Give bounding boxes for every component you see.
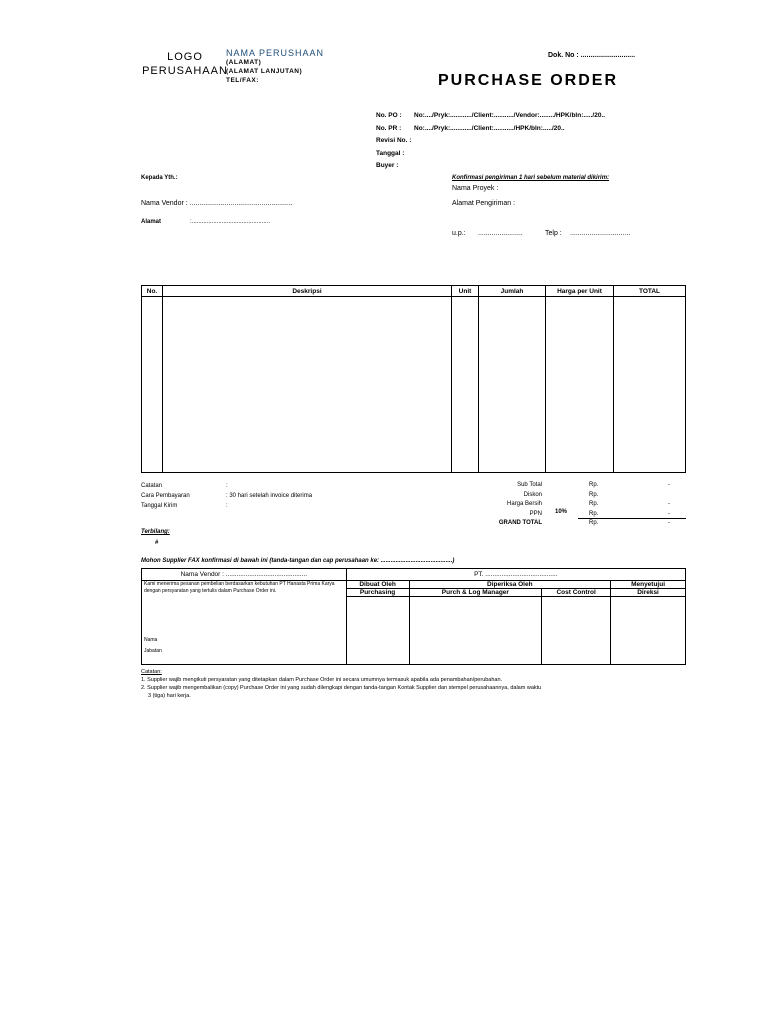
col-deskripsi: Deskripsi xyxy=(163,286,452,297)
sub-total-value: - xyxy=(668,482,670,488)
grand-total-label: GRAND TOTAL xyxy=(498,520,542,526)
pt-cell xyxy=(346,569,685,581)
tanggal-kirim-colon: : xyxy=(226,503,228,509)
document-number: Dok. No : ............................ xyxy=(548,52,636,59)
up-value: ....................... xyxy=(478,230,523,237)
table-header-row xyxy=(142,286,686,297)
vendor-name-cell xyxy=(142,569,347,581)
totals-labels xyxy=(450,481,542,529)
buyer-label: Buyer : xyxy=(376,162,399,169)
diperiksa-oleh: Diperiksa Oleh xyxy=(409,581,611,589)
logo-line2: PERUSAHAAN xyxy=(142,65,228,77)
harga-bersih-label: Harga Bersih xyxy=(506,501,542,507)
cost-control-label: Cost Control xyxy=(542,589,611,597)
signature-purchasing xyxy=(346,597,409,665)
cara-pembayaran-label: Cara Pembayaran xyxy=(141,493,190,499)
ppn-label: PPN xyxy=(529,510,542,517)
dibuat-oleh: Dibuat Oleh xyxy=(346,581,409,589)
alamat-pengiriman-label: Alamat Pengiriman : xyxy=(452,200,516,207)
signature-purch-log xyxy=(409,597,542,665)
col-unit: Unit xyxy=(452,286,479,297)
payment-terms-values xyxy=(226,481,312,511)
totals-values xyxy=(668,481,670,529)
col-harga: Harga per Unit xyxy=(546,286,614,297)
rp-ppn: Rp. xyxy=(589,510,599,517)
harga-bersih-value: - xyxy=(668,501,670,507)
tanggal-kirim-label: Tanggal Kirim xyxy=(141,503,178,509)
no-pr-value: No:..../Pryk:............/Client:.........../HPK/bln:...../20.. xyxy=(414,124,565,132)
ppn-rate: 10% xyxy=(555,509,568,515)
fax-confirmation-note: Mohon Supplier FAX konfirmasi di bawah ini (tanda-tangan dan cap perusahaan ke: ...........................................) xyxy=(141,558,455,564)
grand-total-value: - xyxy=(668,520,670,526)
konfirmasi-note: Konfirmasi pengiriman 1 hari sebelum material dikirim: xyxy=(452,175,610,181)
jabatan-label: Jabatan xyxy=(144,648,162,654)
tanggal-label: Tanggal : xyxy=(376,149,405,157)
notes-block xyxy=(141,668,541,700)
terbilang-value: # xyxy=(155,540,159,546)
note-3: 3 (tiga) hari kerja. xyxy=(148,693,191,699)
vendor-name-label: Nama Vendor : ............................................. xyxy=(180,571,308,578)
rp-harga-bersih: Rp. xyxy=(589,501,599,507)
rp-sub-total: Rp. xyxy=(589,482,599,488)
nama-vendor-field: Nama Vendor : ..................................................... xyxy=(141,200,293,207)
diskon-value xyxy=(668,491,670,501)
sub-total-label: Sub Total xyxy=(517,482,542,488)
alamat-value: :............................................... xyxy=(190,219,271,225)
logo-line1: LOGO xyxy=(167,51,203,63)
terbilang-label: Terbilang: xyxy=(141,529,170,535)
signature-cost-control xyxy=(542,597,611,665)
col-total: TOTAL xyxy=(614,286,686,297)
table-body-row xyxy=(142,297,686,473)
pt-label: PT. ........................................ xyxy=(474,571,558,578)
telp-label: Telp : xyxy=(545,230,562,237)
purchasing-label: Purchasing xyxy=(346,589,409,597)
notes-label: Catatan: xyxy=(141,669,162,675)
kepada-label: Kepada Yth.: xyxy=(141,175,178,181)
nama-label: Nama xyxy=(144,637,158,643)
col-jumlah: Jumlah xyxy=(479,286,546,297)
diskon-label: Diskon xyxy=(523,491,542,498)
payment-terms xyxy=(141,481,190,511)
signature-direksi xyxy=(611,597,686,665)
note-2: 2. Supplier wajib mengembalikan (copy) Purchase Order ini yang sudah dilengkapi dengan tanda-tangan Kontak Supplier dan stempel perusahaannya, dalam waktu xyxy=(141,685,542,691)
rp-diskon: Rp. xyxy=(589,491,599,498)
cara-pembayaran-value: : 30 hari setelah invoice diterima xyxy=(226,493,313,499)
ppn-value: - xyxy=(668,510,670,517)
company-name: NAMA PERUSHAAN xyxy=(226,48,325,58)
note-1: 1. Supplier wajib mengikuti persyaratan yang ditetapkan dalam Purchase Order ini secara umumnya termasuk apabila ada penambahan/perubahan. xyxy=(141,677,503,683)
no-pr-label: No. PR : xyxy=(376,124,402,132)
purch-log-label: Purch & Log Manager xyxy=(409,589,542,597)
catatan-colon: : xyxy=(226,483,228,489)
grand-total-divider xyxy=(578,518,686,519)
company-address: (ALAMAT) xyxy=(226,59,262,66)
company-telfax: TEL/FAX: xyxy=(226,77,259,84)
nama-proyek-label: Nama Proyek : xyxy=(452,185,499,192)
vendor-statement: Kami menerima pesanan pembelian berdasarkan kebutuhan PT Hanasta Prima Karya dengan persyaratan yang tertulis dalam Purchase Order ini. xyxy=(144,581,335,594)
company-info xyxy=(226,48,324,85)
company-address2: (ALAMAT LANJUTAN) xyxy=(226,68,303,75)
direksi-label: Direksi xyxy=(611,589,686,597)
vendor-statement-cell xyxy=(142,581,347,665)
signature-table xyxy=(141,568,686,665)
menyetujui: Menyetujui xyxy=(611,581,686,589)
telp-value: ............................... xyxy=(570,230,631,237)
totals-rp xyxy=(589,481,598,529)
revisi-label: Revisi No. : xyxy=(376,137,412,144)
items-table xyxy=(141,285,686,473)
alamat-label: Alamat xyxy=(141,219,162,225)
po-info-block xyxy=(376,110,605,173)
catatan-label: Catatan xyxy=(141,483,163,489)
col-no: No. xyxy=(142,286,163,297)
no-po-value: No:..../Pryk:............/Client:.........../Vendor:......../HPK/bln:...../20.. xyxy=(414,112,606,119)
page-title: PURCHASE ORDER xyxy=(438,72,619,89)
company-logo-placeholder xyxy=(140,50,230,78)
no-po-label: No. PO : xyxy=(376,112,402,119)
up-label: u.p.: xyxy=(452,230,466,237)
rp-grand-total: Rp. xyxy=(589,520,599,526)
